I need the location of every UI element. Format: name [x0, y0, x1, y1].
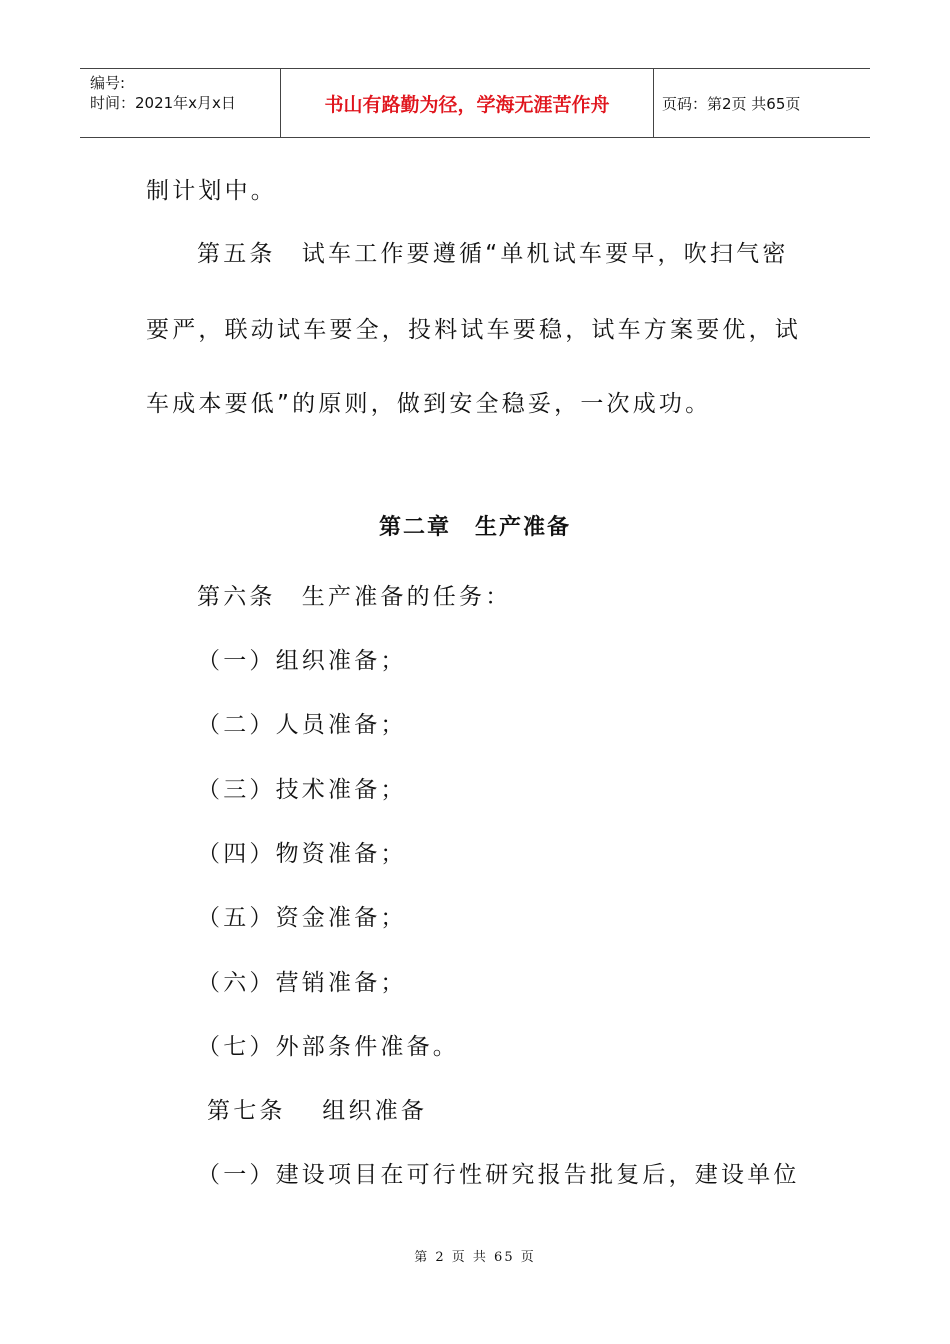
- page-header: [80, 68, 870, 138]
- list-item: （七）外部条件准备。: [197, 1034, 459, 1060]
- list-item: （四）物资准备；: [197, 841, 407, 867]
- header-page-info: 页码：第2页 共65页: [662, 94, 801, 113]
- list-item: （二）人员准备；: [197, 712, 407, 738]
- body-line: 车成本要低”的原则，做到安全稳妥，一次成功。: [146, 391, 712, 417]
- body-line: 制计划中。: [146, 178, 277, 204]
- list-item: （一）组织准备；: [197, 648, 407, 674]
- number-label: 编号:: [90, 74, 126, 92]
- list-item: 第七条 组织准备: [207, 1098, 428, 1124]
- chapter-title: 第二章 生产准备: [378, 515, 571, 540]
- list-item: （三）技术准备；: [197, 777, 407, 803]
- header-meta: [80, 69, 281, 137]
- list-item: （六）营销准备；: [197, 970, 407, 996]
- page-footer: 第 2 页 共 65 页: [414, 1250, 536, 1265]
- list-item: 第六条 生产准备的任务：: [197, 584, 512, 610]
- body-line: 要严，联动试车要全，投料试车要稳，试车方案要优，试: [146, 317, 801, 343]
- body-line: 第五条 试车工作要遵循“单机试车要早，吹扫气密: [197, 241, 789, 267]
- time-label: 时间：2021年x月x日: [90, 94, 236, 112]
- list-item: （一）建设项目在可行性研究报告批复后，建设单位: [197, 1162, 800, 1188]
- list-item: （五）资金准备；: [197, 905, 407, 931]
- header-motto: 书山有路勤为径，学海无涯苦作舟: [281, 69, 654, 137]
